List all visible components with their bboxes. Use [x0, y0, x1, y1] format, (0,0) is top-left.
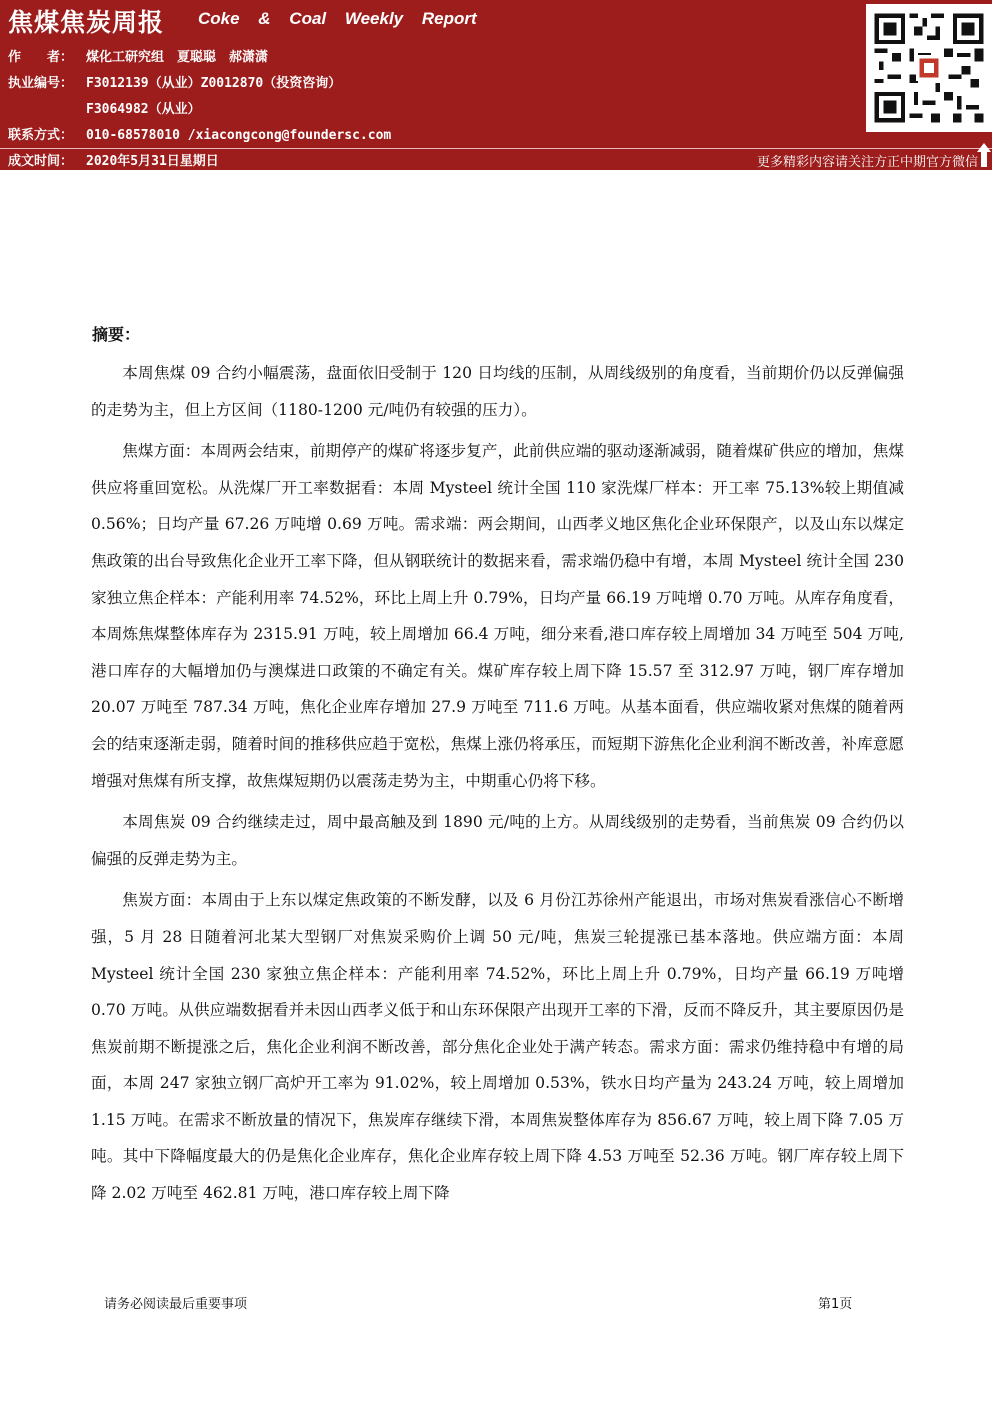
license-value: F3012139（从业）Z0012870（投资咨询）	[86, 76, 342, 91]
license-value-2: F3064982（从业）	[86, 102, 201, 117]
date-label: 成文时间：	[8, 154, 74, 169]
paragraph: 本周焦炭 09 合约继续走过，周中最高触及到 1890 元/吨的上方。从周线级别的走势看，当前焦炭 09 合约仍以偏强的反弹走势为主。	[91, 813, 904, 868]
report-title-english: Coke & Coal Weekly Report	[198, 9, 477, 28]
license-row	[8, 72, 341, 91]
paragraph: 焦煤方面：本周两会结束，前期停产的煤矿将逐步复产，此前供应端的驱动逐渐减弱，随着煤矿供应的增加，焦煤供应将重回宽松。从洗煤厂开工率数据看：本周 Mysteel 统计全国 110 家洗煤厂样本：开工率 75.13%较上期值减 0.56%；日均产量 67.26 万吨增 0.69 万吨。需求端：两会期间，山西孝义地区焦化企业环保限产，以及山东以煤定焦政策的出台导致焦化企业开工率下降，但从钢联统计的数据来看，需求端仍稳中有增，本周 Mysteel 统计全国 230 家独立焦企样本：产能利用率 74.52%，环比上周上升 0.79%，日均产量 66.19 万吨增 0.70 万吨。从库存角度看，本周炼焦煤整体库存为 2315.91 万吨，较上周增加 66.4 万吨，细分来看,港口库存较上周增加 34 万吨至 504 万吨,港口库存的大幅增加仍与澳煤进口政策的不确定有关。煤矿库存较上周下降 15.57 至 312.97 万吨，钢厂库存增加 20.07 万吨至 787.34 万吨，焦化企业库存增加 27.9 万吨至 711.6 万吨。从基本面看，供应端收紧对焦煤的随着两会的结束逐渐走弱，随着时间的推移供应趋于宽松，焦煤上涨仍将承压，而短期下游焦化企业利润不断改善，补库意愿增强对焦煤有所支撑，故焦煤短期仍以震荡走势为主，中期重心仍将下移。	[91, 442, 904, 790]
page-number: 第1页	[818, 1297, 853, 1312]
contact-value[interactable]: 010-68578010 /xiacongcong@foundersc.com	[86, 128, 392, 143]
header-divider	[0, 148, 992, 149]
follow-wechat-text: 更多精彩内容请关注方正中期官方微信	[756, 155, 978, 170]
summary-heading: 摘要：	[92, 325, 141, 344]
footer-notice: 请务必阅读最后重要事项	[104, 1297, 248, 1312]
contact-label: 联系方式：	[8, 128, 74, 143]
author-label: 作 者：	[8, 50, 74, 65]
contact-row	[8, 124, 391, 143]
report-header	[0, 0, 992, 170]
author-value: 煤化工研究组 夏聪聪 郝潇潇	[86, 50, 269, 65]
paragraph: 本周焦煤 09 合约小幅震荡，盘面依旧受制于 120 日均线的压制，从周线级别的角度看，当前期价仍以反弹偏强的走势为主，但上方区间（1180-1200 元/吨仍有较强的压力）。	[91, 364, 904, 419]
date-value: 2020年5月31日星期日	[86, 154, 219, 169]
license-label: 执业编号：	[8, 76, 74, 91]
paragraph: 焦炭方面：本周由于上东以煤定焦政策的不断发酵，以及 6 月份江苏徐州产能退出，市场对焦炭看涨信心不断增强，5 月 28 日随着河北某大型钢厂对焦炭采购价上调 50 元/吨，焦炭三轮提涨已基本落地。供应端方面：本周 Mysteel 统计全国 230 家独立焦企样本：产能利用率 74.52%，环比上周上升 0.79%，日均产量 66.19 万吨增 0.70 万吨。从供应端数据看并未因山西孝义低于和山东环保限产出现开工率的下滑，反而不降反升，其主要原因仍是焦炭前期不断提涨之后，焦化企业利润不断改善，部分焦化企业处于满产转态。需求方面：需求仍维持稳中有增的局面，本周 247 家独立钢厂高炉开工率为 91.02%，较上周增加 0.53%，铁水日均产量为 243.24 万吨，较上周增加 1.15 万吨。在需求不断放量的情况下，焦炭库存继续下滑，本周焦炭整体库存为 856.67 万吨，较上周下降 7.05 万吨。其中下降幅度最大的仍是焦化企业库存，焦化企业库存较上周下降 4.53 万吨至 52.36 万吨。钢厂库存较上周下降 2.02 万吨至 462.81 万吨，港口库存较上周下降	[91, 891, 904, 1203]
up-arrow-icon	[976, 142, 992, 168]
summary-body	[91, 355, 904, 1217]
author-row	[8, 46, 268, 65]
report-title: 焦煤焦炭周报	[8, 8, 165, 37]
qr-code-icon	[866, 4, 992, 132]
license-row-2	[8, 98, 201, 117]
date-row	[8, 150, 219, 169]
